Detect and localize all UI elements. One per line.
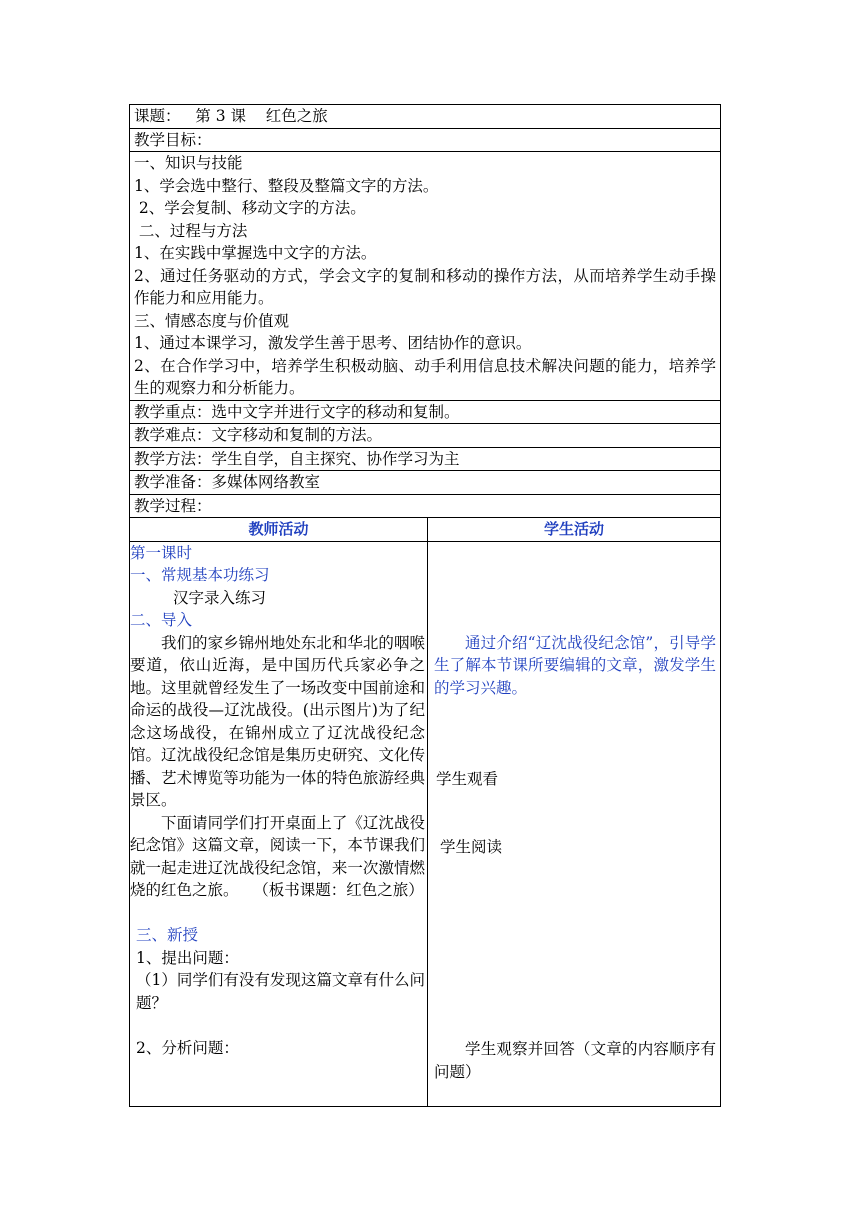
section-heading: 二、导入: [130, 611, 193, 629]
lesson-title: [130, 105, 721, 129]
preparation-text: 教学准备：多媒体网络教室: [134, 473, 321, 491]
task-paragraph: 下面请同学们打开桌面上了《辽沈战役纪念馆》这篇文章，阅读一下，本节课我们就一起走进辽沈战役纪念馆，来一次激情燃烧的红色之旅。 （板书课题：红色之旅）: [130, 813, 425, 899]
spacer: [434, 542, 716, 632]
section-item: 汉字录入练习: [173, 588, 267, 607]
lesson-plan: [129, 104, 720, 1107]
objective-line: 三、情感态度与价值观: [134, 311, 290, 330]
objectives-label: [130, 128, 721, 152]
objective-line: 2、通过任务驱动的方式，学会文字的复制和移动的操作方法，从而培养学生动手操作能力和应用能力。: [134, 266, 716, 307]
teacher-column-header-text: 教师活动: [248, 520, 309, 538]
process-text: 教学过程：: [134, 496, 212, 515]
student-column-header: [428, 518, 721, 542]
teacher-activity-cell: [130, 541, 428, 1106]
spacer: [130, 1014, 425, 1037]
intro-paragraph: 我们的家乡锦州地处东北和华北的咽喉要道，依山近海，是中国历代兵家必争之地。这里就曾经发生了一场改变中国前途和命运的战役—辽沈战役。(出示图片)为了纪念这场战役，在锦州成立了辽沈战役纪念馆。辽沈战役纪念馆是集历史研究、文化传播、艺术博览等功能为一体的特色旅游经典景区。: [130, 633, 425, 809]
preparation-row: [130, 471, 721, 495]
question-heading: 2、分析问题：: [136, 1038, 239, 1057]
key-point-row: [130, 400, 721, 424]
objective-line: 1、在实践中掌握选中文字的方法。: [134, 244, 377, 262]
objectives-cell: [130, 152, 721, 401]
lesson-table: [129, 104, 721, 1107]
spacer: [130, 902, 425, 925]
objective-line: 1、通过本课学习，激发学生善于思考、团结协作的意识。: [134, 334, 532, 352]
student-read-text: 学生阅读: [440, 837, 503, 856]
spacer: [434, 858, 716, 1038]
method-row: [130, 447, 721, 471]
objectives-label-text: 教学目标：: [134, 130, 212, 149]
objective-line: 二、过程与方法: [134, 221, 248, 240]
objective-line: 一、知识与技能: [134, 154, 243, 172]
student-activity-cell: [428, 541, 721, 1106]
student-column-header-text: 学生活动: [543, 520, 604, 538]
objective-line: 1、学会选中整行、整段及整篇文字的方法。: [134, 176, 439, 195]
student-watch-text: 学生观看: [436, 770, 499, 788]
difficulty-row: [130, 424, 721, 448]
method-text: 教学方法：学生自学，自主探究、协作学习为主: [134, 449, 460, 468]
objective-line: 2、学会复制、移动文字的方法。: [134, 199, 366, 217]
question-item: （1）同学们有没有发现这篇文章有什么问题？: [136, 971, 425, 1012]
key-point-text: 教学重点：选中文字并进行文字的移动和复制。: [134, 402, 460, 421]
spacer: [434, 699, 716, 768]
lesson-period: 第一课时: [130, 543, 193, 562]
student-observe-text: 学生观察并回答（文章的内容顺序有问题）: [434, 1040, 716, 1081]
lesson-title-text: 课题： 第 3 课 红色之旅: [134, 107, 328, 125]
process-row: [130, 494, 721, 518]
section-heading: 三、新授: [136, 926, 199, 944]
spacer: [434, 791, 716, 836]
question-heading: 1、提出问题：: [136, 948, 239, 967]
student-intro-text: 通过介绍“辽沈战役纪念馆”，引导学生了解本节课所要编辑的文章，激发学生的学习兴趣。: [434, 633, 716, 697]
objective-line: 2、在合作学习中，培养学生积极动脑、动手利用信息技术解决问题的能力，培养学生的观察力和分析能力。: [134, 356, 716, 397]
teacher-column-header: [130, 518, 428, 542]
section-heading: 一、常规基本功练习: [130, 566, 270, 584]
difficulty-text: 教学难点：文字移动和复制的方法。: [134, 426, 383, 444]
